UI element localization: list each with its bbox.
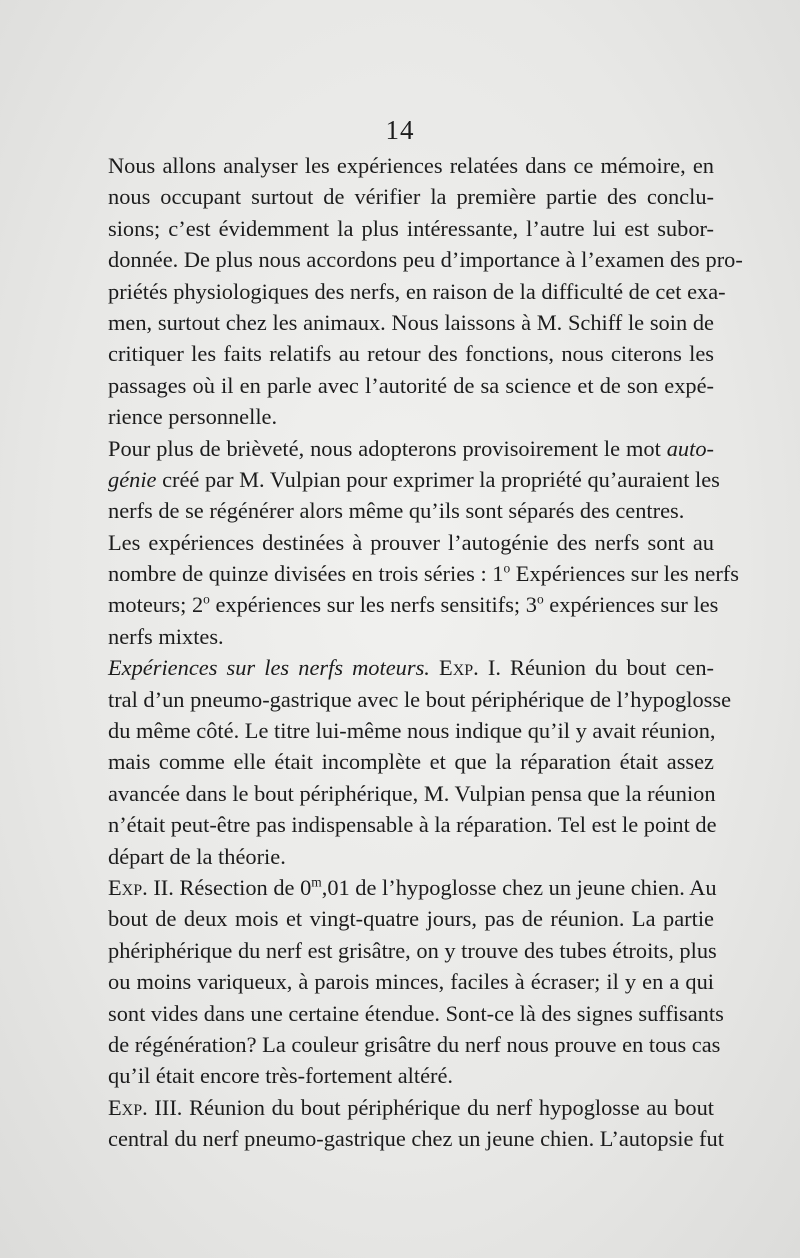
text-line: départ de la théorie.: [108, 843, 286, 869]
paragraph-6: [108, 1092, 724, 1155]
text-run: III. Réunion du bout périphérique du nerf hypoglosse au bout: [147, 1094, 714, 1120]
text-line: sont vides dans une certaine étendue. Sont-ce là des signes suffisants: [108, 1000, 724, 1026]
text-run: Expériences sur les nerfs: [510, 561, 739, 587]
page-number: 14: [385, 115, 415, 145]
text-line: avancée dans le bout périphérique, M. Vulpian pensa que la réunion: [108, 780, 716, 806]
text-line: nerfs de se régénérer alors même qu’ils sont séparés des centres.: [108, 498, 685, 524]
text-run: II. Résection de 0: [147, 874, 312, 900]
text-line: sions; c’est évidemment la plus intéressante, l’autre lui est subor-: [108, 215, 714, 241]
superscript: o: [536, 592, 544, 607]
text-line: critiquer les faits relatifs au retour des fonctions, nous citerons les: [108, 341, 714, 367]
paragraph-1: [108, 150, 743, 433]
experiment-label: Exp.: [108, 874, 148, 900]
text-run: expériences sur les: [543, 592, 719, 618]
text-line: central du nerf pneumo-gastrique chez un jeune chien. L’autopsie fut: [108, 1126, 724, 1152]
experiment-label: Exp.: [439, 655, 479, 681]
text-line: nerfs mixtes.: [108, 623, 224, 649]
section-heading: Expériences sur les nerfs moteurs.: [108, 655, 430, 681]
text-line: bout de deux mois et vingt-quatre jours, pas de réunion. La partie: [108, 906, 714, 932]
text-line: Les expériences destinées à prouver l’autogénie des nerfs sont au: [108, 529, 714, 555]
body-text: [108, 150, 743, 1155]
text-line: nous occupant surtout de vérifier la première partie des conclu-: [108, 184, 714, 210]
paragraph-2: [108, 433, 720, 527]
text-run: nombre de quinze divisées en trois séries : 1: [108, 561, 504, 587]
text-run: créé par M. Vulpian pour exprimer la propriété qu’auraient les: [156, 466, 720, 492]
superscript: o: [203, 592, 210, 607]
text-line: priétés physiologiques des nerfs, en raison de la difficulté de cet exa-: [108, 278, 726, 304]
text-line: tral d’un pneumo-gastrique avec le bout périphérique de l’hypoglosse: [108, 686, 732, 712]
text-line: [108, 589, 719, 620]
text-line: phériphérique du nerf est grisâtre, on y trouve des tubes étroits, plus: [108, 937, 717, 963]
text-line: qu’il était encore très-fortement altéré.: [108, 1063, 454, 1089]
superscript: o: [503, 560, 511, 576]
experiment-label: Exp.: [108, 1094, 148, 1120]
paragraph-5: [108, 872, 724, 1092]
text-line: mais comme elle était incomplète et que la réparation était assez: [108, 749, 714, 775]
paragraph-4: [108, 652, 732, 872]
italic-term: génie: [108, 466, 157, 492]
text-line: ou moins variqueux, à parois minces, faciles à écraser; il y en a qui: [108, 969, 714, 995]
superscript: m: [311, 874, 322, 890]
text-line: [108, 872, 717, 903]
text-line: [108, 652, 714, 683]
text-line: de régénération? La couleur grisâtre du nerf nous prouve en tous cas: [108, 1031, 721, 1057]
text-line: rience personnelle.: [108, 404, 278, 430]
text-line: du même côté. Le titre lui-même nous indique qu’il y avait réunion,: [108, 718, 716, 744]
text-run: moteurs; 2: [108, 592, 204, 618]
text-line: Nous allons analyser les expériences relatées dans ce mémoire, en: [108, 153, 714, 178]
text-line: passages où il en parle avec l’autorité de sa science et de son expé-: [108, 372, 714, 398]
text-run: ,01 de l’hypoglosse chez un jeune chien. Au: [321, 874, 717, 900]
text-run: I. Réunion du bout cen-: [478, 655, 714, 681]
text-line: [108, 1092, 714, 1123]
text-run: expériences sur les nerfs sensitifs; 3: [209, 592, 537, 618]
text-line: [108, 464, 720, 495]
text-line: [108, 558, 739, 589]
text-run: Pour plus de brièveté, nous adopterons provisoirement le mot: [108, 435, 667, 461]
paragraph-3: [108, 527, 739, 653]
text-line: donnée. De plus nous accordons peu d’importance à l’examen des pro-: [108, 247, 743, 273]
text-line: men, surtout chez les animaux. Nous laissons à M. Schiff le soin de: [108, 309, 714, 335]
text-line: n’était peut-être pas indispensable à la réparation. Tel est le point de: [108, 812, 717, 838]
italic-term: auto-: [666, 435, 714, 461]
text-line: [108, 433, 714, 464]
